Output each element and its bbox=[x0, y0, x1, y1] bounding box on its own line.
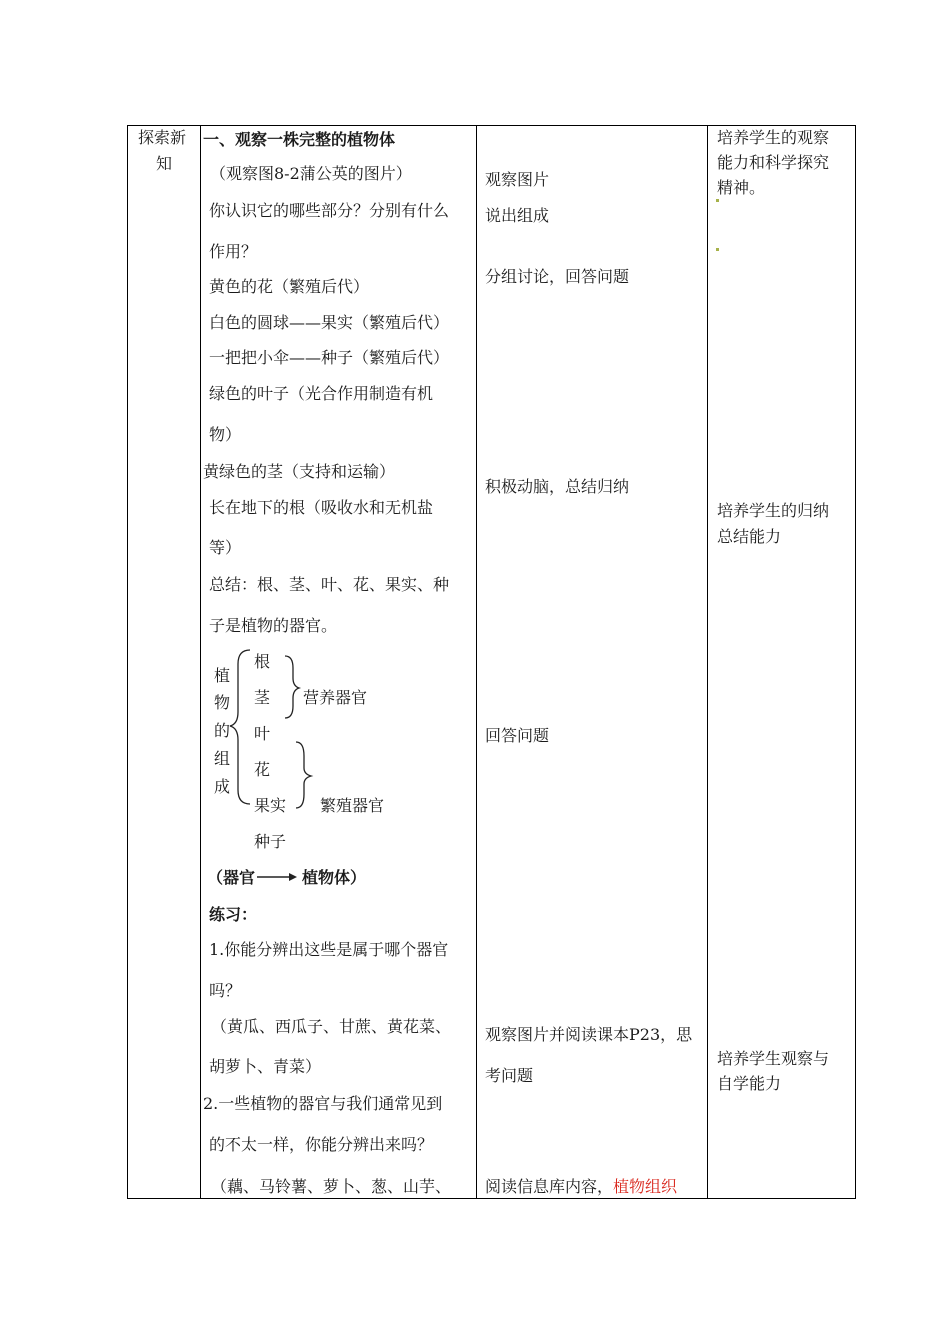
teaching-goal: 培养学生的观察 bbox=[717, 128, 830, 147]
table-border-right bbox=[855, 125, 856, 1199]
content-line: 等） bbox=[209, 538, 242, 557]
diagram-vertical-char: 组 bbox=[214, 749, 231, 768]
practice-line: 吗？ bbox=[209, 981, 242, 1000]
content-line: 总结：根、茎、叶、花、果实、种 bbox=[209, 575, 450, 594]
diagram-vertical-char: 成 bbox=[214, 777, 231, 796]
teaching-goal: 能力和科学探究 bbox=[717, 153, 830, 172]
marker-dot bbox=[716, 199, 719, 202]
table-divider-1 bbox=[200, 125, 201, 1199]
table-bottom-border bbox=[127, 1198, 856, 1199]
marker-dot bbox=[716, 248, 719, 251]
practice-line: 胡萝卜、青菜） bbox=[209, 1057, 322, 1076]
table-divider-3 bbox=[707, 125, 708, 1199]
student-activity: 回答问题 bbox=[485, 726, 550, 745]
organ-seed: 种子 bbox=[254, 832, 287, 851]
organ-stem: 茎 bbox=[254, 688, 271, 707]
relation-left: （器官 bbox=[207, 868, 256, 887]
relation-right: 植物体） bbox=[302, 868, 367, 887]
vegetative-organs-label: 营养器官 bbox=[303, 688, 368, 707]
content-line: 作用？ bbox=[209, 242, 258, 261]
table-top-border bbox=[127, 125, 856, 126]
main-left-brace bbox=[230, 650, 250, 804]
content-line: 绿色的叶子（光合作用制造有机 bbox=[209, 384, 434, 403]
practice-title: 练习： bbox=[209, 905, 258, 924]
content-line: 长在地下的根（吸收水和无机盐 bbox=[209, 498, 434, 517]
teaching-goal: 培养学生观察与 bbox=[717, 1049, 830, 1068]
diagram-vertical-char: 植 bbox=[214, 666, 231, 685]
practice-line: 2.一些植物的器官与我们通常见到 bbox=[203, 1094, 443, 1113]
student-activity: 观察图片并阅读课本P23，思 bbox=[485, 1025, 693, 1044]
practice-line: 的不太一样，你能分辨出来吗？ bbox=[209, 1135, 434, 1154]
student-activity bbox=[485, 1177, 677, 1197]
table-border-left bbox=[127, 125, 128, 1199]
teaching-goal: 总结能力 bbox=[717, 527, 782, 546]
section-label: 知 bbox=[156, 154, 173, 173]
content-line: （观察图8-2蒲公英的图片） bbox=[210, 164, 412, 183]
student-activity: 考问题 bbox=[485, 1066, 534, 1085]
reproductive-brace bbox=[296, 742, 311, 808]
diagram-vertical-char: 的 bbox=[214, 721, 231, 740]
student-activity: 分组讨论，回答问题 bbox=[485, 267, 630, 286]
content-line: 黄绿色的茎（支持和运输） bbox=[203, 462, 396, 481]
section-heading: 一、观察一株完整的植物体 bbox=[203, 130, 396, 149]
reproductive-organs-label: 繁殖器官 bbox=[320, 796, 385, 815]
vegetative-brace bbox=[285, 656, 299, 718]
organ-flower: 花 bbox=[254, 760, 271, 779]
practice-line: （藕、马铃薯、萝卜、葱、山芋、 bbox=[211, 1177, 452, 1196]
relation-arrow-head bbox=[289, 873, 297, 881]
student-activity: 观察图片 bbox=[485, 170, 550, 189]
content-line: 黄色的花（繁殖后代） bbox=[209, 277, 370, 296]
content-line: 白色的圆球——果实（繁殖后代） bbox=[209, 313, 450, 332]
student-activity: 说出组成 bbox=[485, 206, 550, 225]
content-line: 子是植物的器官。 bbox=[209, 616, 338, 635]
organ-leaf: 叶 bbox=[254, 724, 271, 743]
content-line: 你认识它的哪些部分？分别有什么 bbox=[209, 201, 450, 220]
student-activity: 积极动脑，总结归纳 bbox=[485, 477, 630, 496]
organ-root: 根 bbox=[254, 652, 271, 671]
teaching-goal: 精神。 bbox=[717, 178, 766, 197]
table-divider-2 bbox=[476, 125, 477, 1199]
practice-line: （黄瓜、西瓜子、甘蔗、黄花菜、 bbox=[211, 1017, 452, 1036]
organ-fruit: 果实 bbox=[254, 796, 287, 815]
teaching-goal: 自学能力 bbox=[717, 1074, 782, 1093]
highlight-text: 植物组织 bbox=[613, 1177, 678, 1196]
content-line: 一把把小伞——种子（繁殖后代） bbox=[209, 348, 450, 367]
activity-text: 阅读信息库内容， bbox=[485, 1177, 614, 1196]
diagram-vertical-char: 物 bbox=[214, 693, 231, 712]
section-label: 探索新 bbox=[138, 128, 187, 147]
content-line: 物） bbox=[209, 425, 242, 444]
practice-line: 1.你能分辨出这些是属于哪个器官 bbox=[209, 940, 449, 959]
teaching-goal: 培养学生的归纳 bbox=[717, 501, 830, 520]
